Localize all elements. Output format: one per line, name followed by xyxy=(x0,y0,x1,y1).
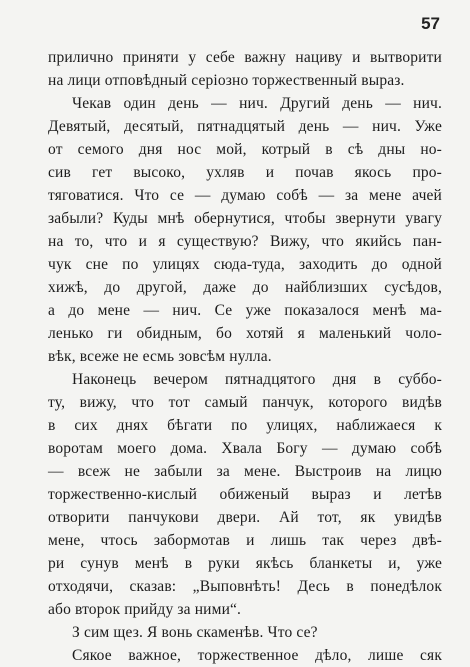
paragraph-start-line: Сякое важное, торжественное дѣло, лише сяк xyxy=(72,647,442,664)
text-line: в сих днях бѣгати по улицях, наближаеся к xyxy=(48,417,442,434)
text-line: воротам моего дома. Хвала Богу — думаю собѣ xyxy=(48,440,442,457)
text-line: отворити панчукови двери. Ай тот, як увидѣв xyxy=(48,509,442,526)
text-line: а до мене — нич. Се уже показалося менѣ ма- xyxy=(48,302,442,319)
text-line: вѣк, всеже не есмь зовсѣм нулла. xyxy=(48,348,272,365)
text-line: ленько ги обидным, бо хотяй я маленький чоло- xyxy=(48,325,442,342)
text-line: тяговатися. Что се — думаю собѣ — за мене ачей xyxy=(48,187,442,204)
text-line: отходячи, сказав: „Выповнѣть! Десь в понедѣлок xyxy=(48,578,442,595)
text-line: ту, вижу, что тот самый панчук, которого видѣв xyxy=(48,394,442,411)
text-line: забыли? Куды мнѣ обернутися, чтобы звернути увагу xyxy=(48,210,442,227)
paragraph-start-line: Наконець вечером пятнадцятого дня в суббо- xyxy=(72,371,442,388)
text-line: на лици отповѣдный серіозно торжественный выраз. xyxy=(48,72,405,89)
text-line: прилично приняти у себе важну нациву и вытворити xyxy=(48,49,442,66)
text-line: або второк прийду за ними“. xyxy=(48,601,242,618)
text-line: от семого дня нос мой, котрый в сѣ дны но- xyxy=(48,141,442,158)
text-line: Девятый, десятый, пятнадцятый день — нич. Уже xyxy=(48,118,442,135)
page-number: 57 xyxy=(421,14,440,33)
text-line: на то, что и я существую? Вижу, что якийсь пан- xyxy=(48,233,442,250)
paragraph-start-line: З сим щез. Я вонь скаменѣв. Что се? xyxy=(72,624,318,641)
text-line: сив гет высоко, ухляв и почав якось про- xyxy=(48,164,442,181)
text-line: ри сунув менѣ в руки якѣсь бланкеты и, уже xyxy=(48,555,442,572)
text-line: хижѣ, до другой, даже до найблизших сусѣдов, xyxy=(48,279,442,296)
text-line: торжественно-кислый обиженый выраз и летѣв xyxy=(48,486,442,503)
text-line: мене, чтось забормотав и лишь так через двѣ- xyxy=(48,532,442,549)
page-text xyxy=(48,46,442,667)
paragraph-start-line: Чекав один день — нич. Другий день — нич. xyxy=(72,95,442,112)
text-line: чук сне по улицях сюда-туда, заходить до одной xyxy=(48,256,442,273)
text-line: — всеж не забыли за мене. Выстроив на лицю xyxy=(48,463,442,480)
